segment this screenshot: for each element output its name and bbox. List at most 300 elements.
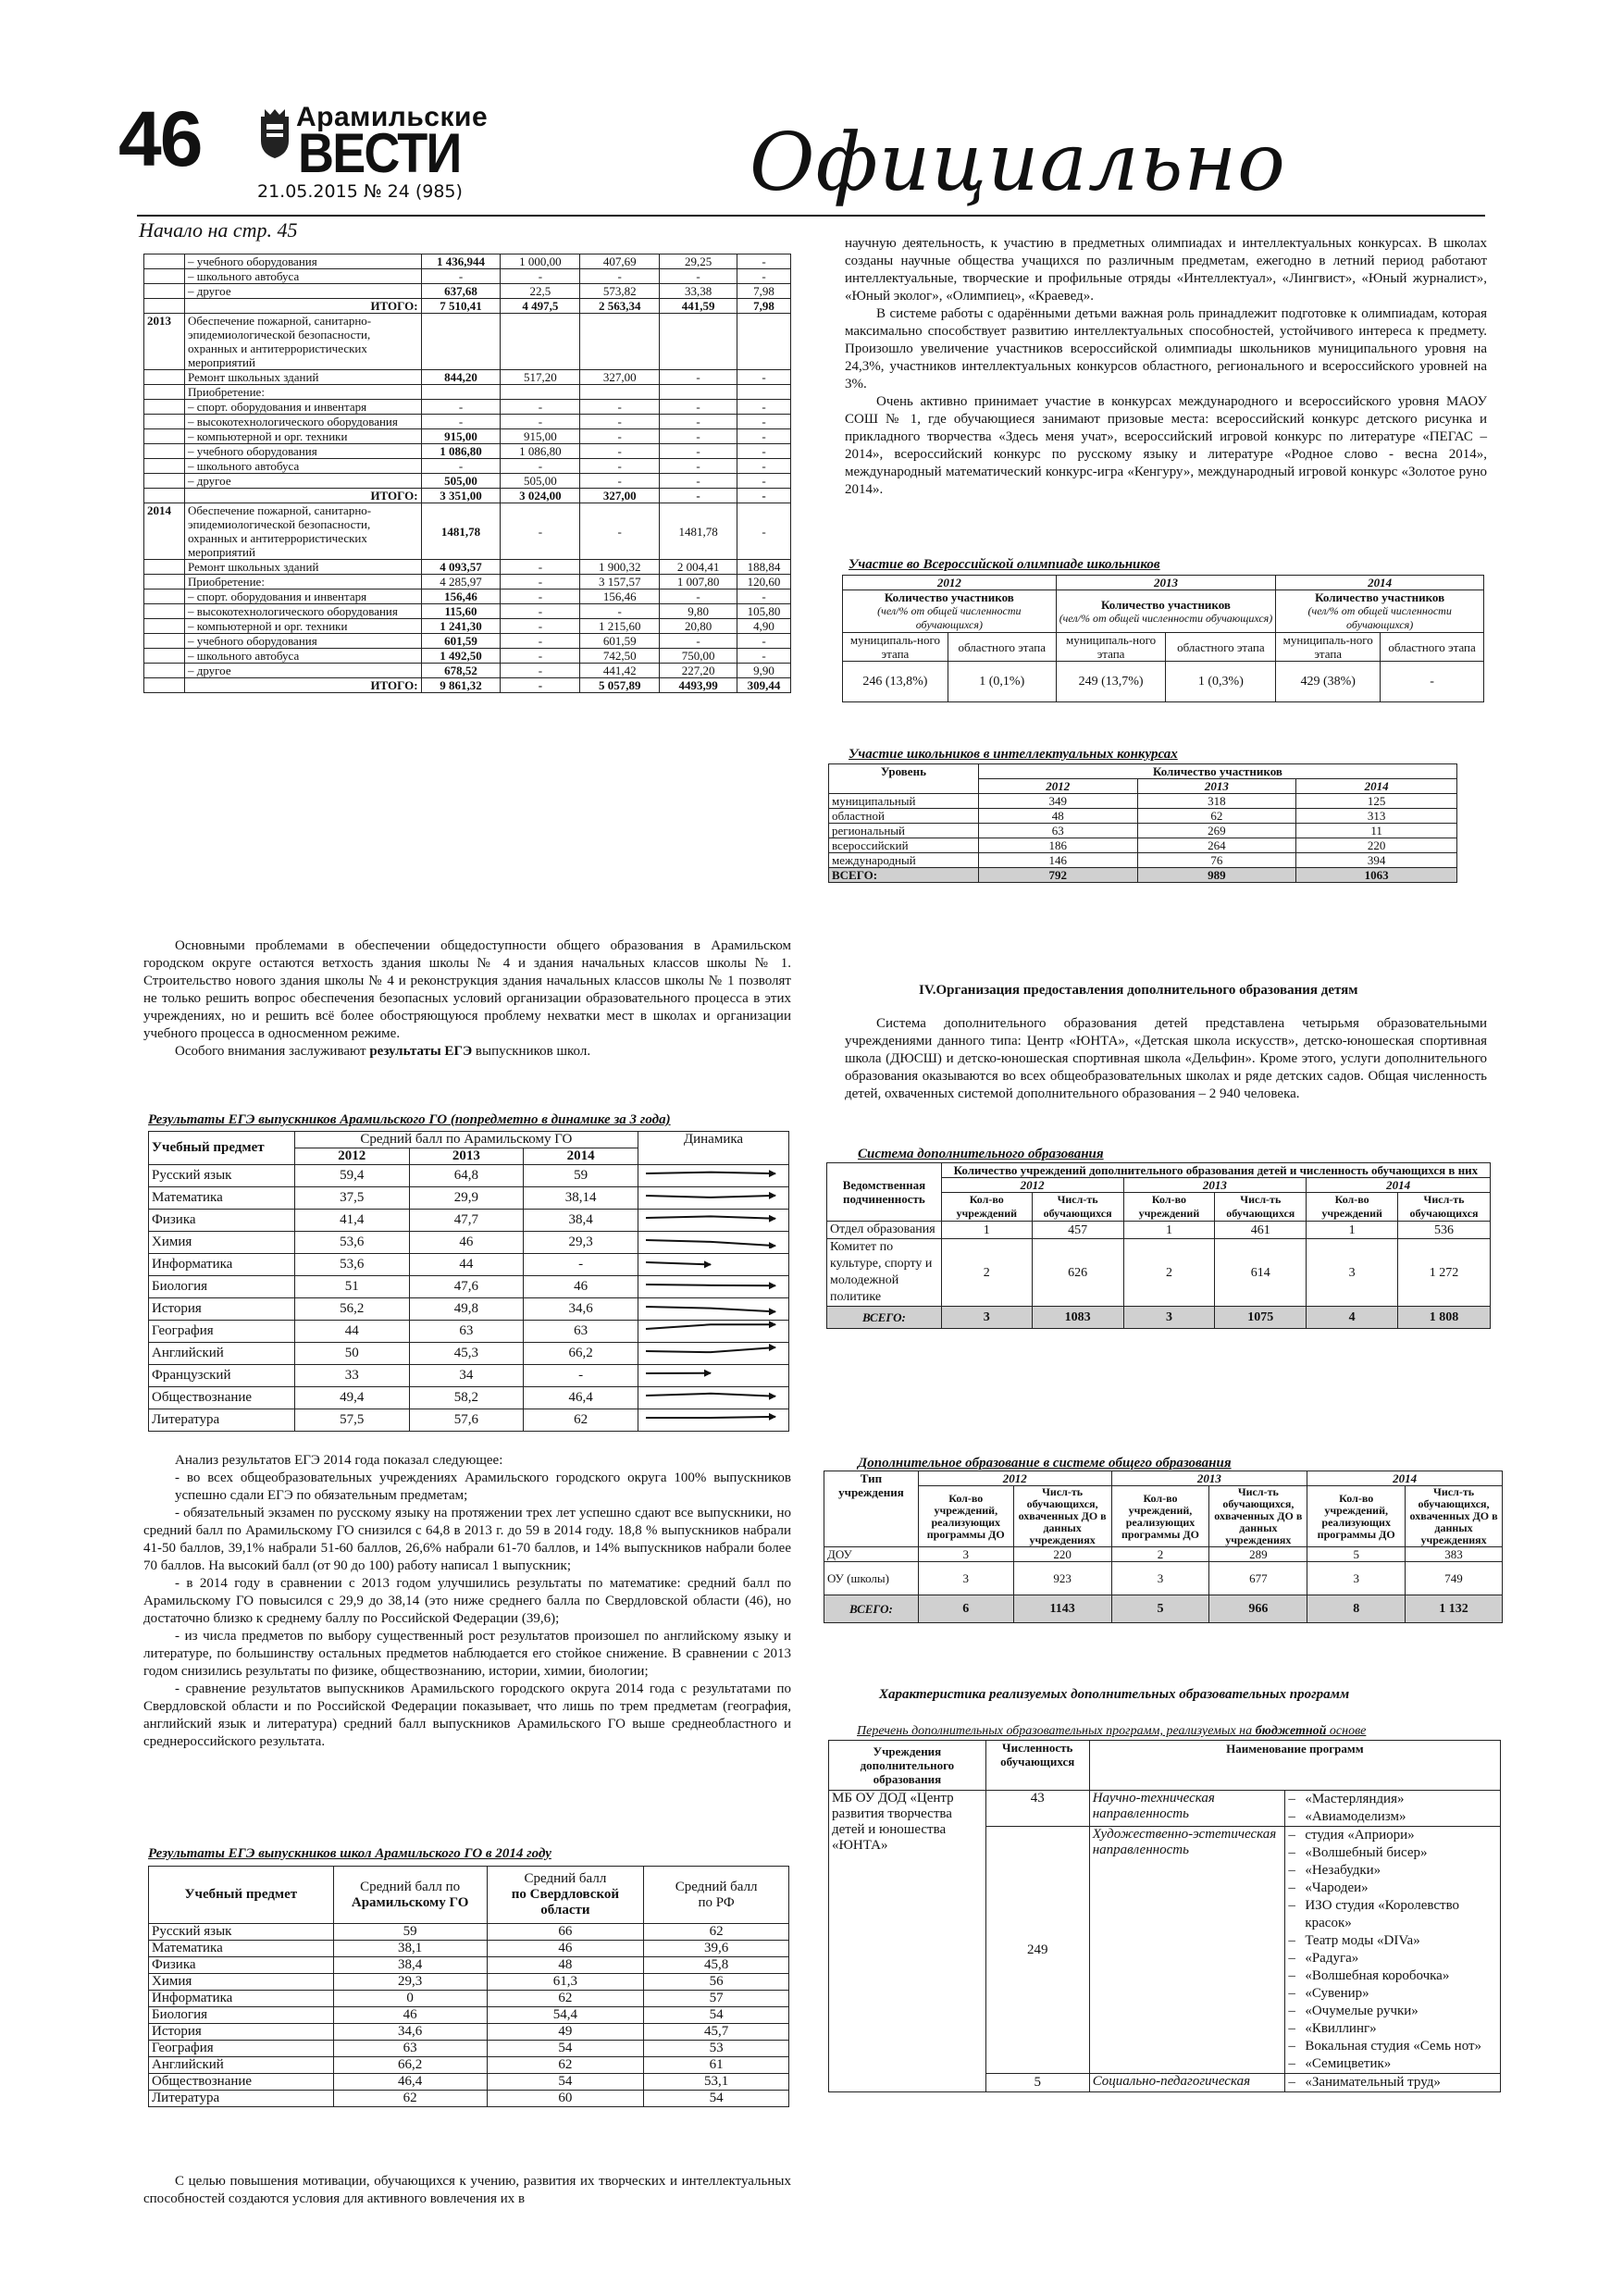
score-value: 54 xyxy=(644,2007,789,2024)
contests-row xyxy=(829,794,1457,809)
score-value: 51 xyxy=(294,1276,409,1298)
trend-arrow-icon xyxy=(638,1254,787,1271)
olymp-count-title: Количество участников xyxy=(884,590,1014,604)
right-p1: научную деятельность, к участию в предметных олимпиадах и интеллектуальных конкурсах. В школах созданы научные общества учащихся по различным предметам, ежегодно в летний период работают интеллектуальные, творческие и профильные отряды «Интеллектуал», «Лингвист», «Юный журналист», «Юный эколог», «Олимпиец», «Краевед». xyxy=(845,236,1487,304)
ege-row xyxy=(149,1165,789,1187)
olymp-count-header xyxy=(843,590,1057,633)
budget-value: 637,68 xyxy=(421,284,501,299)
budget-value: - xyxy=(737,649,791,664)
ege-compare-wrap xyxy=(148,1866,789,2107)
score-value: 62 xyxy=(524,1409,638,1432)
score-value: 59 xyxy=(333,1924,487,1941)
budget-value: 601,59 xyxy=(580,634,660,649)
contest-value: 186 xyxy=(978,838,1137,853)
program-list-cell xyxy=(1285,1791,1501,1827)
intro-paragraph-2 xyxy=(143,1043,791,1061)
budget-row xyxy=(144,299,791,314)
contest-level: международный xyxy=(829,853,979,868)
budget-item: Обеспечение пожарной, санитарно-эпидемиологической безопасности, охранных и антитеррористических мероприятий xyxy=(184,314,421,370)
h-avg-aramil xyxy=(333,1867,487,1924)
dynamics-cell xyxy=(638,1387,788,1409)
budget-value: 915,00 xyxy=(421,429,501,444)
budget-value: 309,44 xyxy=(737,678,791,693)
dopsys-value: 1 xyxy=(941,1222,1032,1239)
budget-item: ИТОГО: xyxy=(184,678,421,693)
budget-value: - xyxy=(501,415,580,429)
intro-paragraph-1: Основными проблемами в обеспечении общедоступности общего образования в Арамильском городском округе остаются ветхость здания школы № 4 и здания начальных классов школы № 1. Строительство нового здания школы № 4 и реконструкция здания начальных классов школы № 1 позволят не только решить вопрос обеспечения безопасных условий организации образовательного процесса в этих учреждениях, но и решить всё более обостряющуюся проблему нехватки мест в школах и организации учебного процесса в односменном режиме. xyxy=(143,938,791,1041)
trend-arrow-icon xyxy=(638,1365,787,1382)
score-value: 66 xyxy=(487,1924,644,1941)
budget-row xyxy=(144,269,791,284)
budget-year xyxy=(144,385,185,400)
budget-item: – учебного оборудования xyxy=(184,444,421,459)
budget-item: – другое xyxy=(184,474,421,489)
budget-value: 327,00 xyxy=(580,370,660,385)
score-value: 34 xyxy=(409,1365,524,1387)
budget-value: - xyxy=(501,664,580,678)
total-value: 4 xyxy=(1307,1307,1398,1329)
budget-table-wrap xyxy=(143,254,791,693)
score-value: 54,4 xyxy=(487,2007,644,2024)
total-value: 966 xyxy=(1209,1595,1307,1623)
budget-value: 742,50 xyxy=(580,649,660,664)
dopsys-value: 2 xyxy=(1123,1239,1215,1307)
budget-value xyxy=(501,385,580,400)
budget-value: 9,90 xyxy=(737,664,791,678)
program-item: – «Волшебная коробочка» xyxy=(1288,1967,1497,1985)
budget-year xyxy=(144,649,185,664)
trend-arrow-icon xyxy=(638,1298,787,1315)
ege-compare-row xyxy=(149,1974,789,1991)
ege-row xyxy=(149,1187,789,1210)
score-value: 47,6 xyxy=(409,1276,524,1298)
budget-value: 105,80 xyxy=(737,604,791,619)
program-count: 249 xyxy=(985,1827,1089,2074)
budget-row xyxy=(144,619,791,634)
dopgen-inst-header: Кол-во учреждений, реализующих программы ДО xyxy=(1307,1486,1406,1547)
dynamics-cell xyxy=(638,1210,788,1232)
score-value: 49,8 xyxy=(409,1298,524,1321)
total-value: 3 xyxy=(941,1307,1032,1329)
budget-year xyxy=(144,254,185,269)
budget-item: – школьного автобуса xyxy=(184,459,421,474)
score-value: 29,3 xyxy=(333,1974,487,1991)
budget-row xyxy=(144,474,791,489)
dept-name: Комитет по культуре, спорту и молодежной политике xyxy=(827,1239,942,1307)
ege-dynamics-caption: Результаты ЕГЭ выпускников Арамильского ГО (попредметно в динамике за 3 года) xyxy=(148,1112,671,1127)
olymp-year: 2014 xyxy=(1276,576,1484,590)
budget-row xyxy=(144,429,791,444)
budget-row xyxy=(144,664,791,678)
score-value: 66,2 xyxy=(333,2057,487,2074)
dept-name: Отдел образования xyxy=(827,1222,942,1239)
budget-value: - xyxy=(580,459,660,474)
program-item: – «Волшебный бисер» xyxy=(1288,1844,1497,1862)
budget-year xyxy=(144,444,185,459)
score-value: - xyxy=(524,1365,638,1387)
budget-row xyxy=(144,678,791,693)
budget-item: – компьютерной и орг. техники xyxy=(184,619,421,634)
ege-row xyxy=(149,1254,789,1276)
budget-value: - xyxy=(580,604,660,619)
budget-value: 7,98 xyxy=(737,284,791,299)
score-value: 46,4 xyxy=(524,1387,638,1409)
year-header: 2013 xyxy=(409,1148,524,1165)
score-value: 46 xyxy=(487,1941,644,1957)
intro-p2-a: Особого внимания заслуживают xyxy=(175,1044,370,1059)
budget-value: - xyxy=(421,415,501,429)
contests-row xyxy=(829,809,1457,824)
trend-arrowhead xyxy=(769,1192,776,1199)
section4-paragraph: Система дополнительного образования детей представлена четырьмя образовательными учреждениями данного типа: Центр «ЮНТА», «Детская школа искусств», детско-юношеская спортивная школа (ДЮСШ) и детско-юношеская спортивная школа «Дельфин». Кроме этого, услуги дополнительного образования оказываются во всех общеобразовательных школах и ряде детских садов. Общая численность детей, охваченных системой дополнительного образования – 2 940 человека. xyxy=(845,1016,1487,1101)
score-value: 60 xyxy=(487,2091,644,2107)
program-item: – «Незабудки» xyxy=(1288,1862,1497,1880)
h-avg-rf-a: Средний балл xyxy=(675,1879,758,1894)
year-header: 2014 xyxy=(524,1148,638,1165)
ege-compare-row xyxy=(149,1957,789,1974)
dopsys-stud-header: Числ-ть обучающихся xyxy=(1215,1193,1307,1222)
dopgen-stud-header: Числ-ть обучающихся, охваченных ДО в данных учреждениях xyxy=(1406,1486,1503,1547)
olympiad-table xyxy=(842,575,1484,702)
bottom-left-paragraph: С целью повышения мотивации, обучающихся к учению, развития их творческих и интеллектуальных способностей создаются условия для активного вовлечения их в xyxy=(143,2174,791,2206)
budget-value: - xyxy=(737,370,791,385)
programs-table xyxy=(828,1740,1501,2092)
score-value: 64,8 xyxy=(409,1165,524,1187)
h-subject: Учебный предмет xyxy=(149,1132,295,1165)
header-rule xyxy=(137,215,1485,217)
trend-arrowhead xyxy=(769,1242,776,1248)
budget-item: – высокотехнологического оборудования xyxy=(184,604,421,619)
olymp-year: 2012 xyxy=(843,576,1057,590)
budget-year xyxy=(144,474,185,489)
olymp-count-sub: (чел/% от общей численности обучающихся) xyxy=(1059,611,1273,625)
budget-item: – учебного оборудования xyxy=(184,634,421,649)
dopsys-value: 1 272 xyxy=(1398,1239,1491,1307)
contest-value: 76 xyxy=(1137,853,1296,868)
h-level: Уровень xyxy=(829,764,979,794)
total-value: 1 808 xyxy=(1398,1307,1491,1329)
budget-item: Приобретение: xyxy=(184,575,421,590)
dopsys-total-row xyxy=(827,1307,1491,1329)
budget-value: - xyxy=(660,474,737,489)
subject-name: Информатика xyxy=(149,1991,334,2007)
score-value: 66,2 xyxy=(524,1343,638,1365)
bottom-left-text xyxy=(143,2173,791,2208)
budget-item: – спорт. оборудования и инвентаря xyxy=(184,590,421,604)
score-value: 58,2 xyxy=(409,1387,524,1409)
budget-table xyxy=(143,254,791,693)
budget-value: - xyxy=(501,649,580,664)
budget-year xyxy=(144,429,185,444)
contest-value: 318 xyxy=(1137,794,1296,809)
budget-value: - xyxy=(421,269,501,284)
subject-name: Английский xyxy=(149,1343,295,1365)
subject-name: Химия xyxy=(149,1974,334,1991)
budget-value: - xyxy=(501,459,580,474)
dopsys-inst-header: Кол-во учреждений xyxy=(941,1193,1032,1222)
rubric-title: Официально xyxy=(750,117,1286,209)
score-value: 53,6 xyxy=(294,1254,409,1276)
olymp-value: 1 (0,1%) xyxy=(948,662,1056,702)
budget-value: - xyxy=(737,254,791,269)
budget-item: – другое xyxy=(184,284,421,299)
trend-arrow-icon xyxy=(638,1343,787,1359)
budget-value: - xyxy=(501,604,580,619)
score-value: 37,5 xyxy=(294,1187,409,1210)
budget-value: 4 497,5 xyxy=(501,299,580,314)
program-item: – «Сувенир» xyxy=(1288,1985,1497,2003)
trend-line xyxy=(646,1417,775,1418)
score-value: 45,3 xyxy=(409,1343,524,1365)
budget-row xyxy=(144,415,791,429)
dopsys-value: 3 xyxy=(1307,1239,1398,1307)
budget-row xyxy=(144,649,791,664)
budget-value: - xyxy=(580,474,660,489)
olymp-level: областного этапа xyxy=(1381,633,1484,662)
budget-item: ИТОГО: xyxy=(184,489,421,503)
trend-arrow-icon xyxy=(638,1276,787,1293)
olymp-level: муниципаль-ного этапа xyxy=(1056,633,1166,662)
budget-value: 20,80 xyxy=(660,619,737,634)
ege-row xyxy=(149,1365,789,1387)
budget-value: 1 000,00 xyxy=(501,254,580,269)
right-p3: Очень активно принимает участие в конкурсах международного и всероссийского уровня МАОУ СОШ № 1, где обучающиеся занимают призовые места: всероссийский конкурс детского рисунка и прикладного творчества «Здесь меня учат», всероссийский игровой конкурс по литературе «ПЕГАС – 2014», всероссийский конкурс по русскому языку и литературе «Родное слово - весна 2014», международный математический конкурс-игра «Кенгуру», международный игровой конкурс «Золотое руно 2014». xyxy=(845,394,1487,497)
budget-value: - xyxy=(580,429,660,444)
dopsys-inst-header: Кол-во учреждений xyxy=(1123,1193,1215,1222)
score-value: 47,7 xyxy=(409,1210,524,1232)
budget-value xyxy=(421,314,501,370)
budget-value: 2 004,41 xyxy=(660,560,737,575)
budget-item: – высокотехнологического оборудования xyxy=(184,415,421,429)
analysis-p2: - обязательный экзамен по русскому языку на протяжении трех лет успешно сдают все выпускники, но средний балл по Арамильскому ГО снизился с 64,8 в 2013 г. до 59 в 2014 году. 18,8 % выпускников набрали 41-50 баллов, 39,1% набрали 51-60 баллов, 26,6% набрали 61-70 баллов, и 14% выпускников набрали более 70 баллов. На высокий балл (от 90 до 100) работу написал 1 выпускник; xyxy=(143,1506,791,1573)
budget-row xyxy=(144,560,791,575)
trend-arrowhead xyxy=(704,1370,712,1377)
section4-title: IV.Организация предоставления дополнительного образования детям xyxy=(919,983,1358,998)
score-value: 38,14 xyxy=(524,1187,638,1210)
olymp-count-title: Количество участников xyxy=(1315,590,1445,604)
budget-year xyxy=(144,590,185,604)
budget-year xyxy=(144,370,185,385)
olymp-level: областного этапа xyxy=(1166,633,1276,662)
trend-arrow-icon xyxy=(638,1210,787,1226)
trend-arrow-icon xyxy=(638,1187,787,1204)
dopsys-row xyxy=(827,1222,1491,1239)
score-value: 53 xyxy=(644,2041,789,2057)
contest-level: муниципальный xyxy=(829,794,979,809)
subject-name: Химия xyxy=(149,1232,295,1254)
budget-value: 9,80 xyxy=(660,604,737,619)
budget-value: - xyxy=(501,400,580,415)
score-value: 61 xyxy=(644,2057,789,2074)
budget-value: 7,98 xyxy=(737,299,791,314)
olymp-value: 246 (13,8%) xyxy=(843,662,948,702)
olymp-year: 2013 xyxy=(1056,576,1276,590)
budget-row xyxy=(144,314,791,370)
budget-value: 505,00 xyxy=(501,474,580,489)
budget-value: 4 285,97 xyxy=(421,575,501,590)
program-item: – «Мастерляндия» xyxy=(1288,1791,1497,1808)
dopgen-value: 383 xyxy=(1406,1547,1503,1562)
total-value: 3 xyxy=(1123,1307,1215,1329)
budget-value: - xyxy=(660,269,737,284)
h-names: Наименование программ xyxy=(1089,1741,1500,1791)
budget-value: - xyxy=(501,269,580,284)
budget-value: 156,46 xyxy=(580,590,660,604)
program-count: 43 xyxy=(985,1791,1089,1827)
budget-value xyxy=(580,314,660,370)
budget-row xyxy=(144,634,791,649)
h-avg-region xyxy=(487,1867,644,1924)
program-item: – «Квиллинг» xyxy=(1288,2020,1497,2038)
dynamics-cell xyxy=(638,1165,788,1187)
budget-value: 1481,78 xyxy=(421,503,501,560)
right-text xyxy=(845,235,1487,499)
budget-value: 22,5 xyxy=(501,284,580,299)
h-avg-aramil-a: Средний балл по xyxy=(360,1879,461,1894)
trend-line xyxy=(646,1216,775,1218)
contests-row xyxy=(829,838,1457,853)
score-value: 56,2 xyxy=(294,1298,409,1321)
trend-arrowhead xyxy=(704,1260,712,1268)
budget-row xyxy=(144,590,791,604)
program-item: – студия «Априори» xyxy=(1288,1827,1497,1844)
budget-row xyxy=(144,604,791,619)
budget-value: - xyxy=(737,634,791,649)
trend-arrow-icon xyxy=(638,1232,787,1248)
budget-value xyxy=(660,314,737,370)
total-value: 1063 xyxy=(1296,868,1457,883)
budget-value: - xyxy=(580,503,660,560)
programs-sub-c: основе xyxy=(1326,1724,1367,1738)
ege-dynamics-wrap xyxy=(148,1131,789,1432)
trend-arrowhead xyxy=(769,1413,776,1421)
analysis-p5: - сравнение результатов выпускников Арамильского городского округа 2014 года с результатами по Свердловской области и по Российской Федерации показывает, что лишь по трем предметам (география, английский язык и литература) средний балл выпускников Арамильского ГО выше среднеобластного и среднероссийского результата. xyxy=(143,1682,791,1749)
budget-year xyxy=(144,634,185,649)
institution-name: МБ ОУ ДОД «Центр развития творчества детей и юношества «ЮНТА» xyxy=(829,1791,986,2092)
score-value: 54 xyxy=(487,2074,644,2091)
ege-compare-row xyxy=(149,2024,789,2041)
budget-value: 327,00 xyxy=(580,489,660,503)
subject-name: История xyxy=(149,1298,295,1321)
budget-value: 227,20 xyxy=(660,664,737,678)
subject-name: Биология xyxy=(149,1276,295,1298)
contest-value: 394 xyxy=(1296,853,1457,868)
budget-year xyxy=(144,575,185,590)
score-value: 54 xyxy=(487,2041,644,2057)
budget-value: 33,38 xyxy=(660,284,737,299)
budget-item: Ремонт школьных зданий xyxy=(184,560,421,575)
program-row xyxy=(829,1791,1501,1827)
dopsys-value: 461 xyxy=(1215,1222,1307,1239)
subject-name: География xyxy=(149,1321,295,1343)
budget-value: 505,00 xyxy=(421,474,501,489)
ege-row xyxy=(149,1232,789,1254)
budget-year xyxy=(144,284,185,299)
budget-year xyxy=(144,489,185,503)
budget-value: 517,20 xyxy=(501,370,580,385)
intro-p2-bold: результаты ЕГЭ xyxy=(369,1044,473,1059)
olymp-count-sub: (чел/% от общей численности обучающихся) xyxy=(1307,604,1452,631)
budget-item: – школьного автобуса xyxy=(184,269,421,284)
dopgen-value: 677 xyxy=(1209,1562,1307,1595)
budget-value: - xyxy=(580,444,660,459)
dopgen-value: 220 xyxy=(1013,1547,1111,1562)
h-year-2014: 2014 xyxy=(1307,1471,1503,1486)
h-avg: Средний балл по Арамильскому ГО xyxy=(294,1132,638,1148)
dopsys-value: 536 xyxy=(1398,1222,1491,1239)
trend-arrow-icon xyxy=(638,1387,787,1404)
contest-value: 146 xyxy=(978,853,1137,868)
h-avg-region-a: Средний балл xyxy=(524,1871,607,1886)
dynamics-cell xyxy=(638,1343,788,1365)
score-value: 39,6 xyxy=(644,1941,789,1957)
budget-item: – другое xyxy=(184,664,421,678)
contests-year: 2014 xyxy=(1296,779,1457,794)
budget-row xyxy=(144,370,791,385)
budget-value: - xyxy=(737,429,791,444)
ege-compare-row xyxy=(149,1941,789,1957)
budget-value: - xyxy=(580,415,660,429)
budget-item: Приобретение: xyxy=(184,385,421,400)
olympiad-wrap xyxy=(842,575,1484,702)
dop-system-caption: Система дополнительного образования xyxy=(858,1147,1104,1161)
trend-line xyxy=(646,1307,775,1311)
budget-value: 2 563,34 xyxy=(580,299,660,314)
budget-year xyxy=(144,619,185,634)
score-value: 45,7 xyxy=(644,2024,789,2041)
score-value: 62 xyxy=(487,2057,644,2074)
dopgen-value: 5 xyxy=(1307,1547,1406,1562)
score-value: 63 xyxy=(524,1321,638,1343)
dopsys-value: 2 xyxy=(941,1239,1032,1307)
budget-year xyxy=(144,400,185,415)
olymp-level: муниципаль-ного этапа xyxy=(1276,633,1381,662)
dopgen-total-row xyxy=(824,1595,1503,1623)
budget-value: 4 093,57 xyxy=(421,560,501,575)
program-item: – «Занимательный труд» xyxy=(1288,2074,1497,2091)
ege-row xyxy=(149,1343,789,1365)
budget-value: 1 086,80 xyxy=(501,444,580,459)
budget-item: ИТОГО: xyxy=(184,299,421,314)
trend-arrowhead xyxy=(769,1215,776,1222)
contest-value: 264 xyxy=(1137,838,1296,853)
budget-value: - xyxy=(501,575,580,590)
score-value: 62 xyxy=(644,1924,789,1941)
ege-row xyxy=(149,1409,789,1432)
score-value: 46 xyxy=(333,2007,487,2024)
program-direction: Социально-педагогическая xyxy=(1089,2074,1285,2092)
budget-value: 915,00 xyxy=(501,429,580,444)
h-inst: Учреждения дополнительного образования xyxy=(829,1741,986,1791)
dynamics-cell xyxy=(638,1276,788,1298)
program-item: – «Радуга» xyxy=(1288,1950,1497,1967)
dop-system-table xyxy=(826,1162,1491,1329)
score-value: 57,5 xyxy=(294,1409,409,1432)
trend-line xyxy=(646,1262,711,1264)
subject-name: Обществознание xyxy=(149,1387,295,1409)
dopsys-value: 626 xyxy=(1032,1239,1123,1307)
contest-level: региональный xyxy=(829,824,979,838)
olymp-count-header xyxy=(1056,590,1276,633)
budget-row xyxy=(144,489,791,503)
ege-compare-row xyxy=(149,2057,789,2074)
right-p2: В системе работы с одарёнными детьми важная роль принадлежит подготовке к олимпиадам, которая максимально способствует развитию интеллектуальных способностей, устойчивого интереса к предмету. Произошло увеличение участников всероссийской олимпиады школьников муниципального уровня на 24,3%, участников интеллектуальных конкурсов областного, регионального и всероссийского уровней на 3%. xyxy=(845,306,1487,391)
program-list xyxy=(1288,1827,1497,2073)
program-list xyxy=(1288,1791,1497,1826)
budget-value: - xyxy=(660,400,737,415)
h-avg-region-b: по Свердловской области xyxy=(511,1887,620,1917)
trend-line xyxy=(646,1394,775,1396)
